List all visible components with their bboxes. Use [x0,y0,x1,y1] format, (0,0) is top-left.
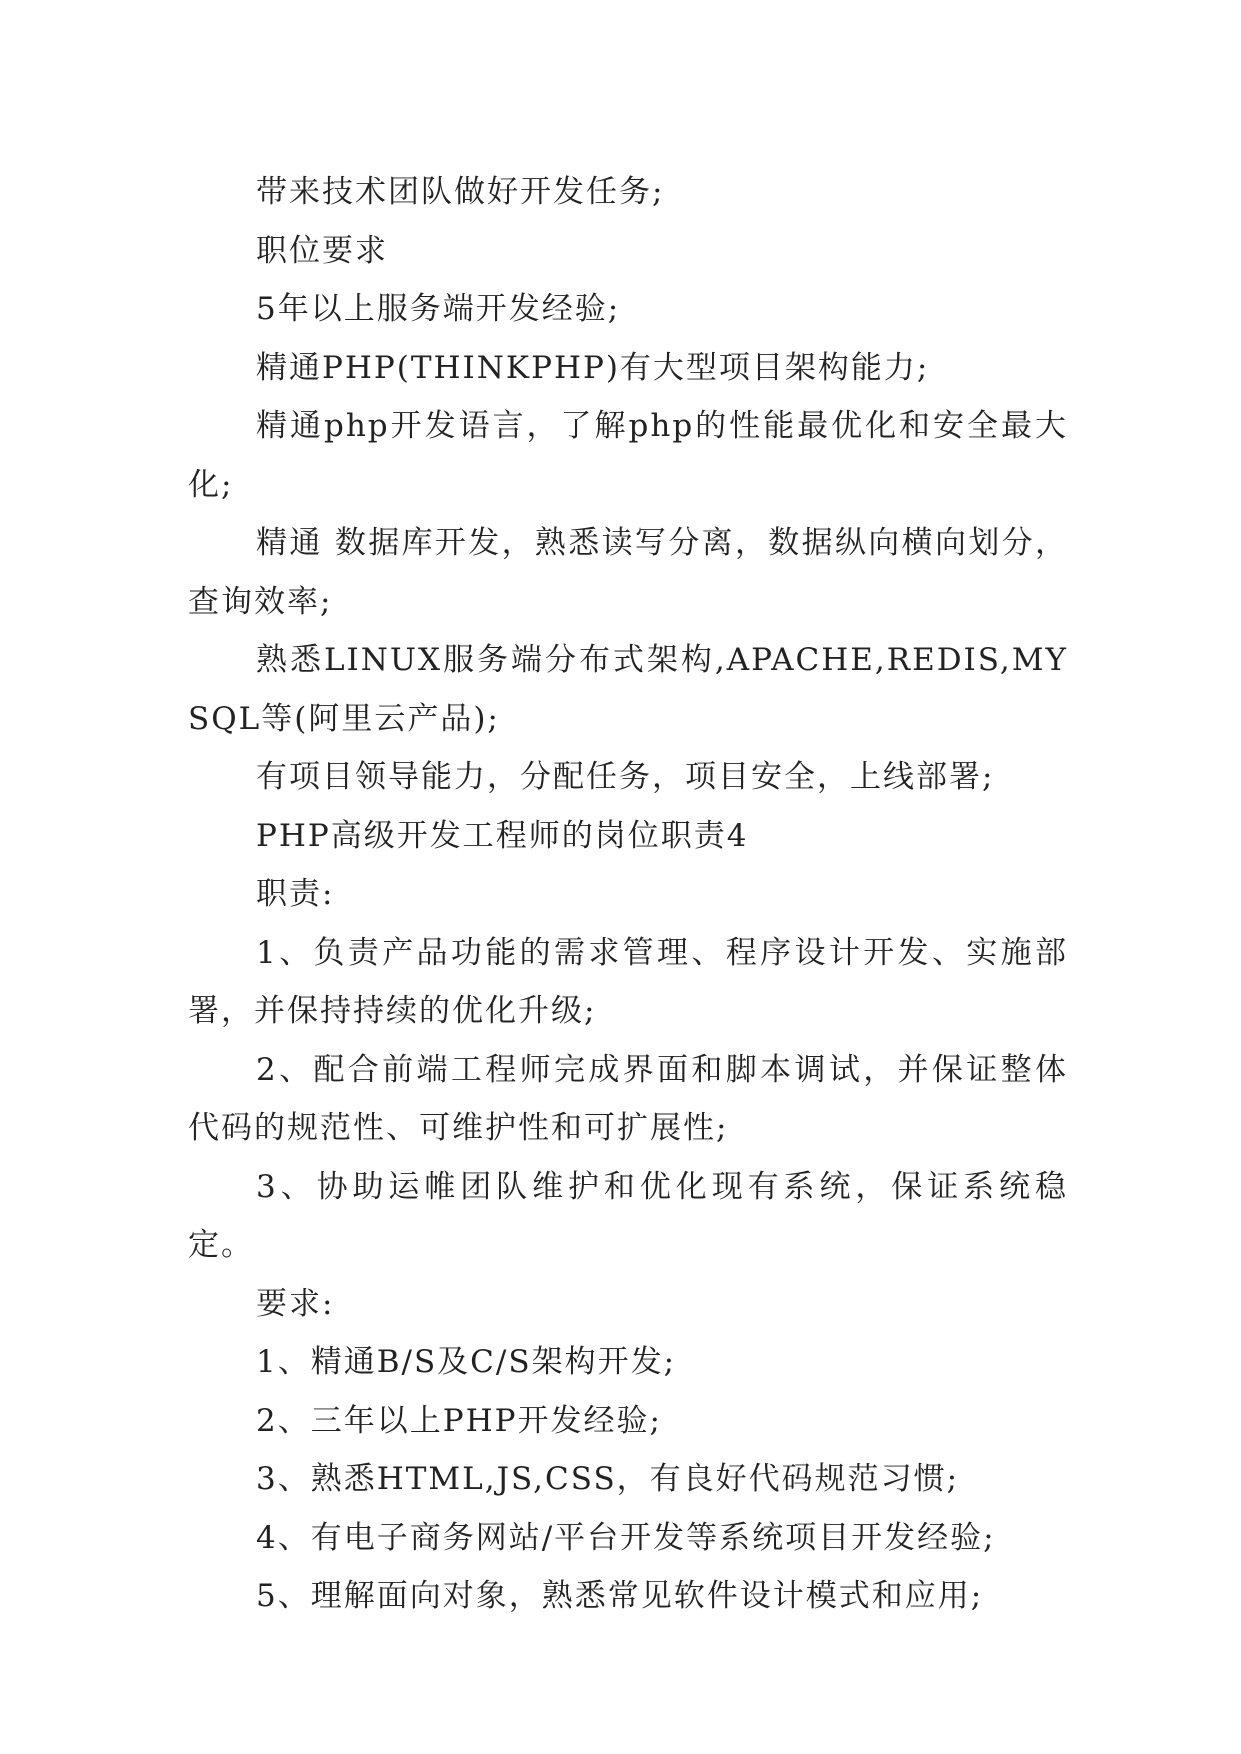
document-body [188,163,1068,1626]
paragraph-13: 3、协助运帷团队维护和优化现有系统，保证系统稳定。 [188,1168,1068,1263]
paragraph-1: 带来技术团队做好开发任务; [256,174,665,210]
section-heading: PHP高级开发工程师的岗位职责4 [256,817,749,854]
paragraph-14: 要求: [256,1285,335,1322]
paragraph-10: 职责: [256,876,335,912]
paragraph-12: 2、配合前端工程师完成界面和脚本调试，并保证整体代码的规范性、可维护性和可扩展性; [188,1051,1068,1146]
paragraph-19: 5、理解面向对象，熟悉常见软件设计模式和应用; [256,1578,984,1614]
paragraph-3: 5年以上服务端开发经验; [256,291,621,327]
paragraph-16: 2、三年以上PHP开发经验; [256,1402,662,1439]
paragraph-2: 职位要求 [256,232,388,269]
paragraph-11: 1、负责产品功能的需求管理、程序设计开发、实施部署，并保持持续的优化升级; [188,934,1068,1029]
paragraph-17: 3、熟悉HTML,JS,CSS，有良好代码规范习惯; [256,1461,960,1497]
paragraph-7: 熟悉LINUX服务端分布式架构,APACHE,REDIS,MYSQL等(阿里云产品); [188,642,1068,737]
paragraph-15: 1、精通B/S及C/S架构开发; [256,1344,677,1380]
paragraph-18: 4、有电子商务网站/平台开发等系统项目开发经验; [256,1519,996,1556]
paragraph-8: 有项目领导能力，分配任务，项目安全，上线部署; [256,759,995,795]
paragraph-4: 精通PHP(THINKPHP)有大型项目架构能力; [256,349,930,386]
paragraph-5: 精通php开发语言，了解php的性能最优化和安全最大化; [188,408,1068,503]
paragraph-6: 精通 数据库开发，熟悉读写分离，数据纵向横向划分，查询效率; [188,525,1068,620]
